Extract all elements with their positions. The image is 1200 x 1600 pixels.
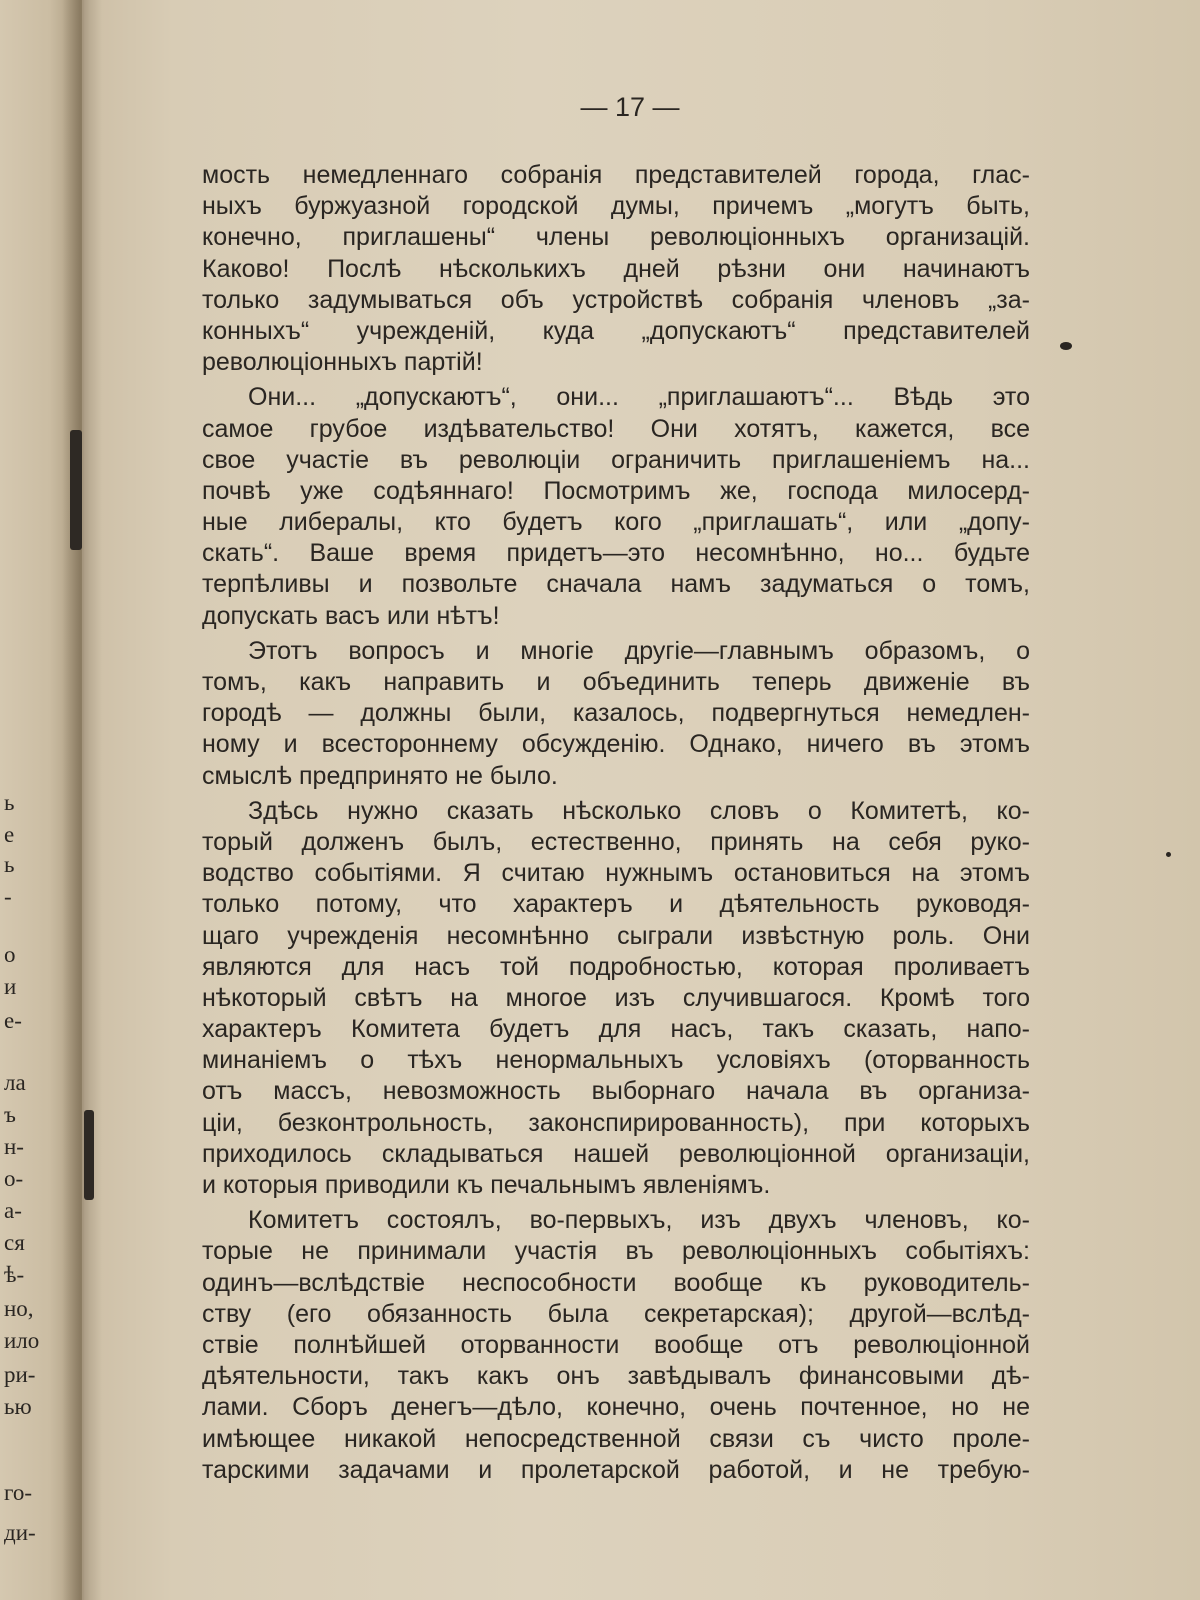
- text-line: революціонныхъ партій!: [202, 348, 483, 377]
- fragment: ся: [4, 1230, 25, 1255]
- text-line: отъ массъ, невозможность выборнаго начала въ организа-: [202, 1077, 1030, 1106]
- fragment: н-: [4, 1134, 24, 1159]
- text-line: Здѣсь нужно сказать нѣсколько словъ о Комитетѣ, ко-: [248, 796, 1030, 825]
- text-line: Этотъ вопросъ и многіе другіе—главнымъ образомъ, о: [248, 636, 1030, 665]
- text-line: только потому, что характеръ и дѣятельность руководя-: [202, 890, 1030, 919]
- text-line: мость немедленнаго собранія представителей города, глас-: [202, 161, 1030, 189]
- text-line: лами. Сборъ денегъ—дѣло, конечно, очень почтенное, но не: [202, 1393, 1030, 1422]
- text-line: городѣ — должны были, казалось, подвергнуться немедлен-: [202, 699, 1030, 728]
- text-line: ству (его обязанность была секретарская); другой—вслѣд-: [202, 1299, 1030, 1328]
- fragment: а-: [4, 1198, 22, 1223]
- text-line: Они... „допускаютъ“, они... „приглашаютъ“... Вѣдь это: [248, 383, 1030, 412]
- book-gutter-shadow: [62, 0, 102, 1600]
- text-line: смыслѣ предпринято не было.: [202, 761, 558, 790]
- fragment: ри-: [4, 1362, 36, 1387]
- text-line: и которыя приводили къ печальнымъ явленіямъ.: [202, 1171, 771, 1199]
- text-line: допускать васъ или нѣтъ!: [202, 601, 500, 630]
- fragment: е-: [4, 1008, 22, 1033]
- text-line: торые не принимали участія въ революціонныхъ событіяхъ:: [202, 1237, 1030, 1266]
- page-number: [0, 92, 1200, 123]
- fragment: е: [4, 822, 15, 847]
- text-line: томъ, какъ направить и объединить теперь движеніе въ: [202, 668, 1030, 696]
- text-line: тарскими задачами и пролетарской работой, и не требую-: [202, 1455, 1030, 1484]
- binding-thread-mark: [84, 1110, 94, 1200]
- text-line: самое грубое издѣвательство! Они хотятъ, кажется, все: [202, 414, 1030, 443]
- fragment: о-: [4, 1166, 24, 1191]
- text-line: ціи, безконтрольность, законспирированность), при которыхъ: [202, 1108, 1030, 1137]
- text-line: дѣятельности, такъ какъ онъ завѣдывалъ финансовыми дѣ-: [202, 1362, 1030, 1391]
- text-line: конечно, приглашены“ члены революціонныхъ организацій.: [202, 223, 1030, 252]
- fragment: но,: [4, 1296, 34, 1321]
- text-line: ствіе полнѣйшей оторванности вообще отъ революціонной: [202, 1330, 1030, 1359]
- fragment: ь: [4, 852, 15, 877]
- ink-spot: [1060, 342, 1072, 350]
- text-line: терпѣливы и позвольте сначала намъ задуматься о томъ,: [202, 570, 1030, 599]
- ink-spot: [1166, 852, 1171, 857]
- fragment: ило: [4, 1328, 40, 1353]
- text-line: нѣкоторый свѣтъ на многое изъ случившагося. Кромѣ того: [202, 983, 1030, 1012]
- text-line: Комитетъ состоялъ, во-первыхъ, изъ двухъ членовъ, ко-: [248, 1206, 1030, 1235]
- text-line: ные либералы, кто будетъ кого „приглашать“, или „допу-: [202, 508, 1030, 537]
- fragment: го-: [4, 1480, 33, 1505]
- text-line: характеръ Комитета будетъ для насъ, такъ сказать, напо-: [202, 1015, 1030, 1044]
- text-line: имѣющее никакой непосредственной связи съ чисто проле-: [202, 1424, 1030, 1453]
- text-line: Каково! Послѣ нѣсколькихъ дней рѣзни они начинаютъ: [202, 254, 1030, 283]
- text-line: ныхъ буржуазной городской думы, причемъ „могутъ быть,: [202, 192, 1030, 221]
- left-page-text-fragments: [0, 0, 60, 1600]
- text-line: только задумываться объ устройствѣ собранія членовъ „за-: [202, 285, 1030, 314]
- fragment: ла: [4, 1070, 26, 1095]
- text-line: одинъ—вслѣдствіе неспособности вообще къ руководитель-: [202, 1268, 1030, 1297]
- text-line: минаніемъ о тѣхъ ненормальныхъ условіяхъ (оторванность: [202, 1046, 1030, 1075]
- fragment: ъ: [4, 1102, 16, 1127]
- text-line: свое участіе въ революціи ограничить приглашеніемъ на...: [202, 445, 1030, 474]
- fragment: ью: [4, 1394, 32, 1419]
- fragment: -: [4, 884, 12, 909]
- fragment: ь: [4, 790, 15, 815]
- fragment: ѣ-: [4, 1262, 25, 1287]
- fragment: о: [4, 942, 16, 967]
- text-line: являются для насъ той подробностью, которая проливаетъ: [202, 952, 1030, 981]
- text-line: ному и всестороннему обсужденію. Однако, ничего въ этомъ: [202, 730, 1030, 759]
- text-line: приходилось складываться нашей революціонной организаціи,: [202, 1139, 1030, 1168]
- text-line: торый долженъ былъ, естественно, принять на себя руко-: [202, 827, 1030, 856]
- text-line: конныхъ“ учрежденій, куда „допускаютъ“ представителей: [202, 316, 1030, 345]
- page-number-text: — 17 —: [580, 92, 680, 122]
- fragment: и: [4, 974, 17, 999]
- body-text: [202, 160, 1030, 1486]
- text-line: почвѣ уже содѣяннаго! Посмотримъ же, господа милосерд-: [202, 476, 1030, 505]
- fragment: ди-: [4, 1520, 36, 1545]
- text-line: щаго учрежденія несомнѣнно сыграли извѣстную роль. Они: [202, 921, 1030, 950]
- text-line: скать“. Ваше время придетъ—это несомнѣнно, но... будьте: [202, 539, 1030, 568]
- binding-thread-mark: [70, 430, 82, 550]
- text-line: водство событіями. Я считаю нужнымъ остановиться на этомъ: [202, 859, 1030, 888]
